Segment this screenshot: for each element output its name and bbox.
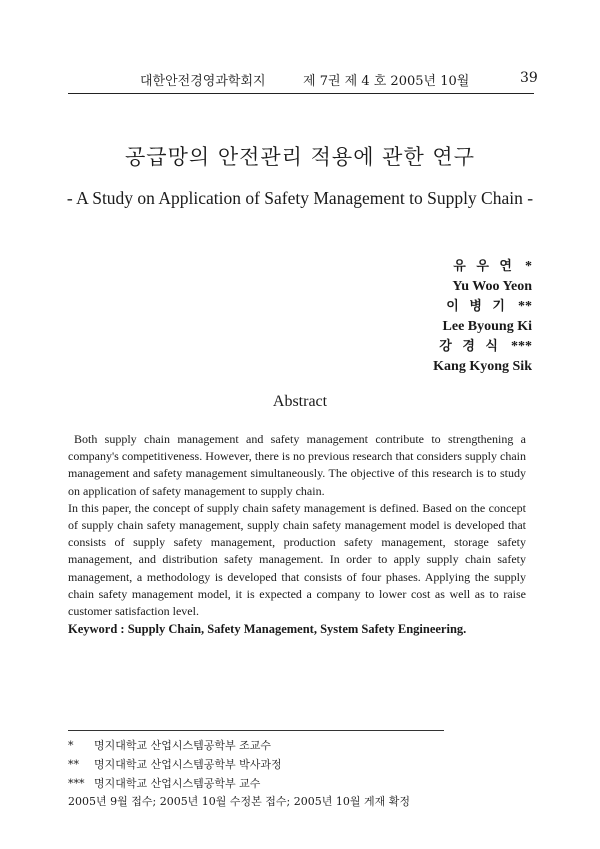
title-english: - A Study on Application of Safety Management to Supply Chain - — [66, 188, 534, 208]
author-2-english: Lee Byoung Ki — [442, 319, 532, 334]
author-3-korean: 강 경 식 *** — [439, 339, 532, 354]
footnote-3: *** 명지대학교 산업시스템공학부 교수 — [68, 777, 261, 790]
title-korean: 공급망의 안전관리 적용에 관한 연구 — [125, 145, 475, 169]
issue-info: 제 7권 제 4 호 2005년 10월 — [303, 74, 470, 89]
author-1-english: Yu Woo Yeon — [452, 279, 532, 294]
footnote-2: ** 명지대학교 산업시스템공학부 박사과정 — [68, 758, 282, 771]
keywords: Keyword : Supply Chain, Safety Management, System Safety Engineering. — [68, 622, 467, 637]
abstract-body — [68, 431, 526, 638]
page-number: 39 — [520, 70, 538, 86]
author-1-korean: 유 우 연 * — [453, 259, 532, 274]
abstract-paragraph-2: In this paper, the concept of supply chain safety management is defined. Based on the concept of supply chain safety management, supply chain safety management model is developed that consists of supply safety management, production safety management, storage safety management, and distribution safety management. In order to apply supply chain safety management, a methodology is developed that consists of four phases. Applying the supply chain safety management model, it is expected a company to lower cost as well as to raise customer satisfaction level. — [68, 500, 526, 619]
footnote-1: * 명지대학교 산업시스템공학부 조교수 — [68, 739, 272, 752]
header-rule — [68, 93, 534, 94]
author-block — [433, 257, 532, 377]
author-3-mark: *** — [511, 339, 532, 354]
author-3-english: Kang Kyong Sik — [433, 359, 532, 374]
abstract-heading: Abstract — [272, 393, 328, 410]
abstract-paragraph-1: Both supply chain management and safety management contribute to strengthening a company's competitiveness. However, there is no previous research that considers supply chain management and safety management simultaneously. The objective of this research is to study on application of safety management to supply chain. — [68, 432, 526, 498]
author-2-korean: 이 병 기 ** — [446, 299, 532, 314]
author-1-mark: * — [525, 259, 532, 274]
footnote-rule — [68, 730, 444, 731]
journal-name: 대한안전경영과학회지 — [140, 74, 266, 89]
author-2-mark: ** — [518, 299, 532, 314]
footnote-received-dates: 2005년 9월 접수; 2005년 10월 수정본 접수; 2005년 10월 게재 확정 — [68, 795, 410, 808]
